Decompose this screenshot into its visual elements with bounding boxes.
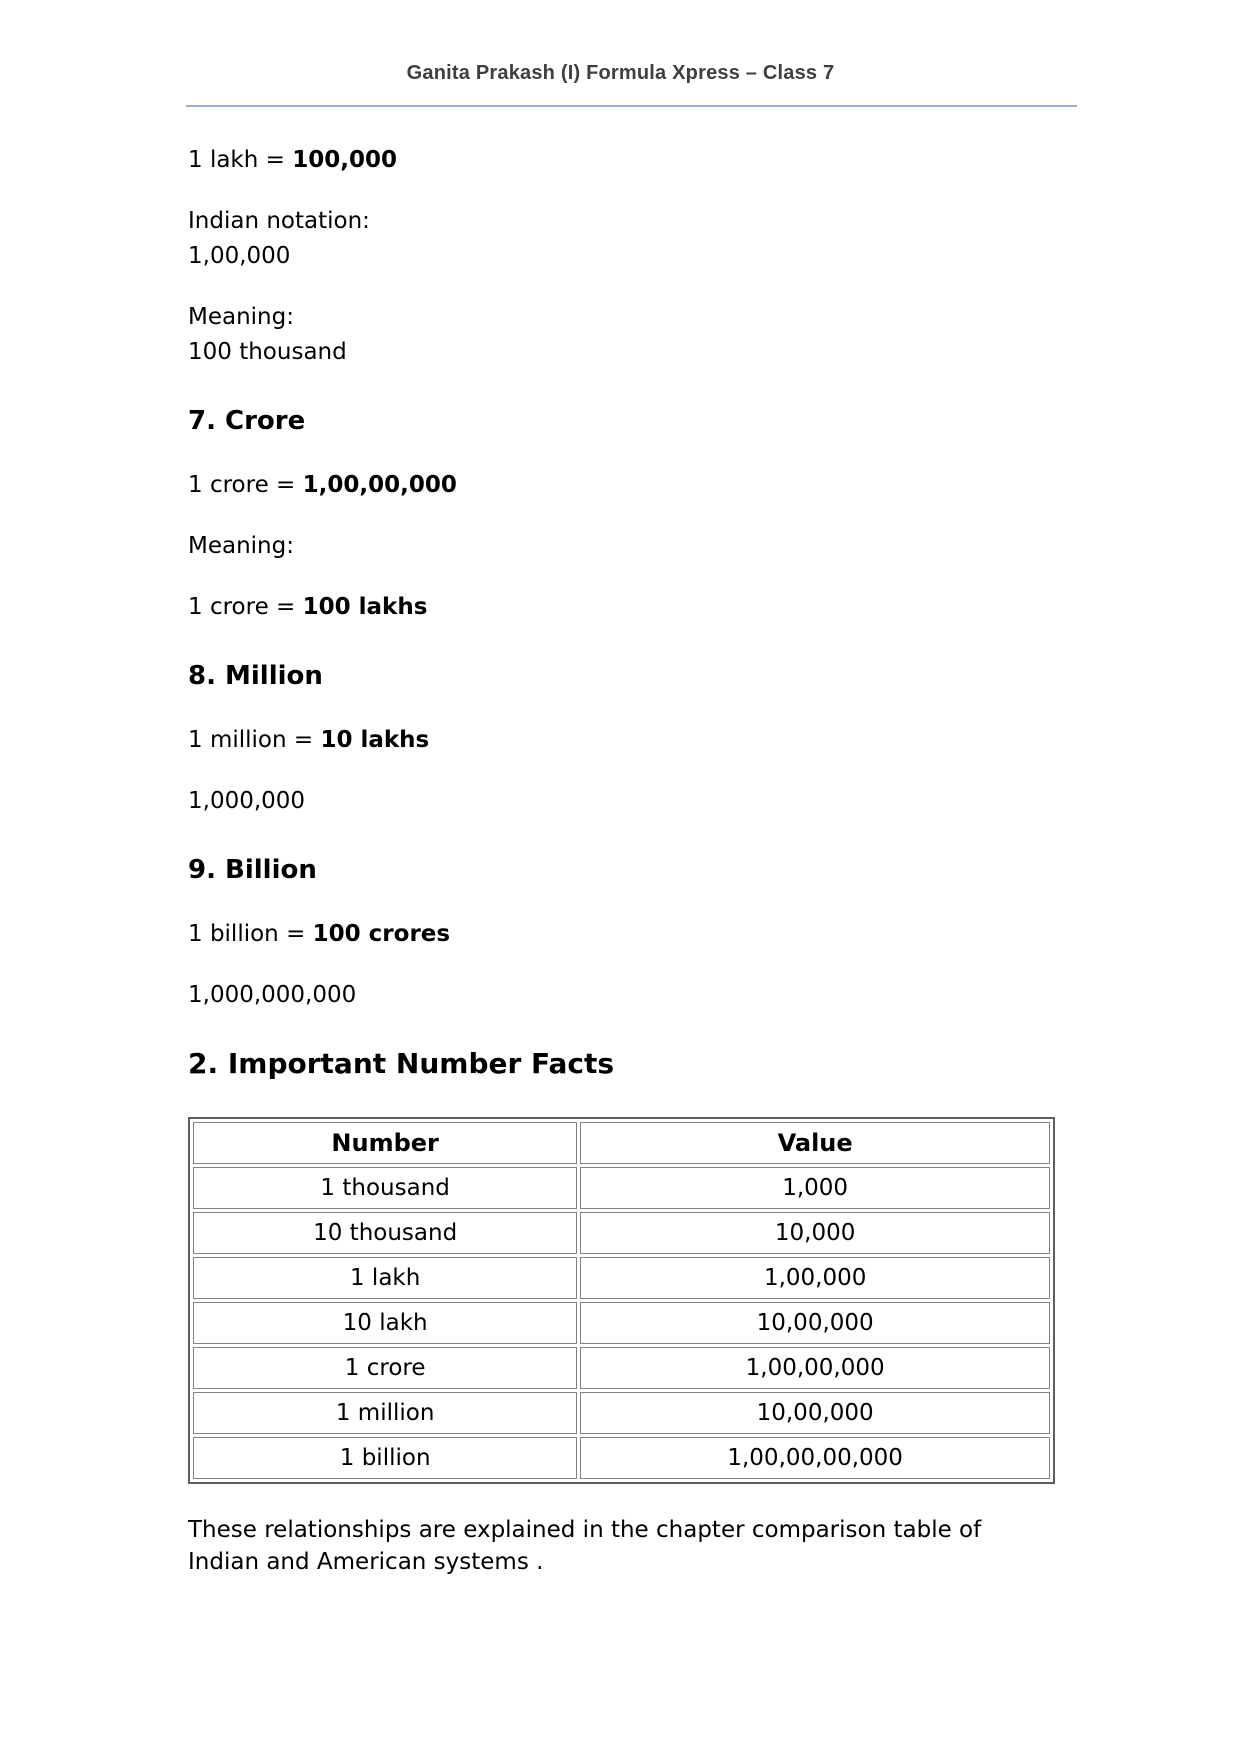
document-body <box>0 107 1241 1578</box>
bold-value: 100,000 <box>292 147 397 173</box>
table-row <box>193 1212 1050 1254</box>
paragraph <box>188 784 1075 819</box>
section-heading: 7. Crore <box>188 406 306 436</box>
table-cell: 1 crore <box>193 1347 577 1389</box>
text-run: 100 thousand <box>188 339 347 365</box>
table-row <box>193 1392 1050 1434</box>
text-run: 1,000,000,000 <box>188 982 357 1008</box>
page-header <box>0 0 1241 107</box>
text-run: 1 billion = <box>188 921 313 947</box>
section-heading: 2. Important Number Facts <box>188 1047 615 1080</box>
bold-value: 1,00,00,000 <box>302 472 457 498</box>
table-cell: 10,00,000 <box>580 1392 1050 1434</box>
bold-value: 100 crores <box>312 921 451 947</box>
table-cell: 1 lakh <box>193 1257 577 1299</box>
table-cell: 10 lakh <box>193 1302 577 1344</box>
page-header-title: Ganita Prakash (I) Formula Xpress – Class 7 <box>406 62 835 84</box>
paragraph <box>188 204 1075 274</box>
paragraph <box>188 978 1075 1013</box>
paragraph <box>188 468 1075 503</box>
table-cell: 1,00,00,000 <box>580 1347 1050 1389</box>
text-run: 1 crore = <box>188 472 303 498</box>
text-run: 1 crore = <box>188 594 303 620</box>
text-run: 1,00,000 <box>188 243 291 269</box>
bold-value: 10 lakhs <box>320 727 430 753</box>
number-facts-table <box>188 1117 1055 1484</box>
paragraph <box>188 529 1075 564</box>
table-cell: 10 thousand <box>193 1212 577 1254</box>
section-heading: 8. Million <box>188 661 323 691</box>
table-cell: 1,00,00,00,000 <box>580 1437 1050 1479</box>
table-row <box>193 1347 1050 1389</box>
table-cell: 1,00,000 <box>580 1257 1050 1299</box>
paragraph <box>188 300 1075 370</box>
table-header-cell: Number <box>193 1122 577 1164</box>
closing-paragraph <box>188 1514 1008 1578</box>
paragraph <box>188 590 1075 625</box>
table-row <box>193 1302 1050 1344</box>
table-cell: 1,000 <box>580 1167 1050 1209</box>
bold-value: 100 lakhs <box>302 594 428 620</box>
text-run: Meaning: <box>188 304 294 330</box>
table-cell: 10,000 <box>580 1212 1050 1254</box>
table-row <box>193 1437 1050 1479</box>
table-cell: 10,00,000 <box>580 1302 1050 1344</box>
text-run: These relationships are explained in the chapter comparison table of Indian and American systems . <box>188 1517 982 1575</box>
section-heading: 9. Billion <box>188 855 317 885</box>
table-row <box>193 1257 1050 1299</box>
table-header-row <box>193 1122 1050 1164</box>
paragraph <box>188 917 1075 952</box>
text-run: 1 lakh = <box>188 147 293 173</box>
table-cell: 1 thousand <box>193 1167 577 1209</box>
text-run: 1,000,000 <box>188 788 306 814</box>
table-header-cell: Value <box>580 1122 1050 1164</box>
paragraph <box>188 143 1075 178</box>
text-run: Indian notation: <box>188 208 370 234</box>
table-cell: 1 million <box>193 1392 577 1434</box>
table-row <box>193 1167 1050 1209</box>
text-run: 1 million = <box>188 727 321 753</box>
table-cell: 1 billion <box>193 1437 577 1479</box>
text-run: Meaning: <box>188 533 294 559</box>
paragraph <box>188 723 1075 758</box>
